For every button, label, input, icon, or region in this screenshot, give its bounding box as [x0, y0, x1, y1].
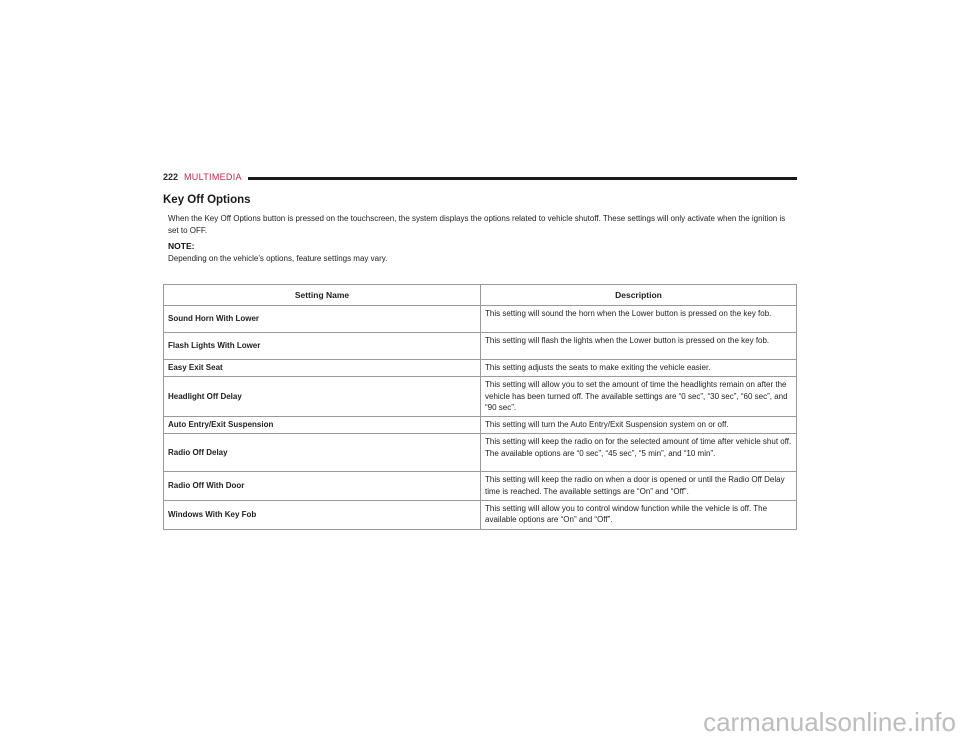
- table-header-row: [164, 285, 797, 306]
- table-row: [164, 417, 797, 434]
- section-title: Key Off Options: [163, 194, 251, 206]
- section-label: MULTIMEDIA: [184, 172, 242, 182]
- note-label: NOTE:: [168, 241, 195, 251]
- setting-description-cell: This setting will keep the radio on for the selected amount of time after vehicle shut off. The available options are “0 sec”, “45 sec”, “5 min”, and “10 min”.: [481, 434, 797, 472]
- settings-table: [163, 284, 797, 530]
- setting-description-cell: This setting will flash the lights when the Lower button is pressed on the key fob.: [481, 333, 797, 360]
- setting-name-cell: Radio Off With Door: [164, 472, 481, 501]
- setting-description-cell: This setting will keep the radio on when a door is opened or until the Radio Off Delay time is reached. The available settings are “On” and “Off”.: [481, 472, 797, 501]
- setting-description-cell: This setting adjusts the seats to make exiting the vehicle easier.: [481, 360, 797, 377]
- table-row: [164, 472, 797, 501]
- table-row: [164, 306, 797, 333]
- setting-description-cell: This setting will turn the Auto Entry/Exit Suspension system on or off.: [481, 417, 797, 434]
- table-row: [164, 333, 797, 360]
- page-header: [163, 172, 797, 186]
- header-rule: [248, 177, 797, 180]
- table-row: [164, 434, 797, 472]
- setting-name-cell: Flash Lights With Lower: [164, 333, 481, 360]
- setting-name-cell: Headlight Off Delay: [164, 377, 481, 417]
- setting-description-cell: This setting will allow you to control window function while the vehicle is off. The available options are “On” and “Off”.: [481, 501, 797, 530]
- setting-name-cell: Auto Entry/Exit Suspension: [164, 417, 481, 434]
- setting-name-cell: Sound Horn With Lower: [164, 306, 481, 333]
- page-number: 222: [163, 172, 179, 182]
- table-row: [164, 377, 797, 417]
- setting-name-cell: Windows With Key Fob: [164, 501, 481, 530]
- setting-name-cell: Radio Off Delay: [164, 434, 481, 472]
- table-row: [164, 360, 797, 377]
- setting-name-cell: Easy Exit Seat: [164, 360, 481, 377]
- setting-description-cell: This setting will allow you to set the amount of time the headlights remain on after the vehicle has been turned off. The available settings are “0 sec”, “30 sec”, “60 sec”, and “90 sec”.: [481, 377, 797, 417]
- column-header-description: Description: [481, 285, 797, 306]
- note-text: Depending on the vehicle’s options, feature settings may vary.: [168, 254, 388, 263]
- setting-description-cell: This setting will sound the horn when the Lower button is pressed on the key fob.: [481, 306, 797, 333]
- intro-paragraph: When the Key Off Options button is pressed on the touchscreen, the system displays the options related to vehicle shutoff. These settings will only activate when the ignition is set to OFF.: [168, 214, 786, 235]
- watermark: carmanualsonline.info: [703, 707, 956, 737]
- column-header-setting-name: Setting Name: [164, 285, 481, 306]
- table-row: [164, 501, 797, 530]
